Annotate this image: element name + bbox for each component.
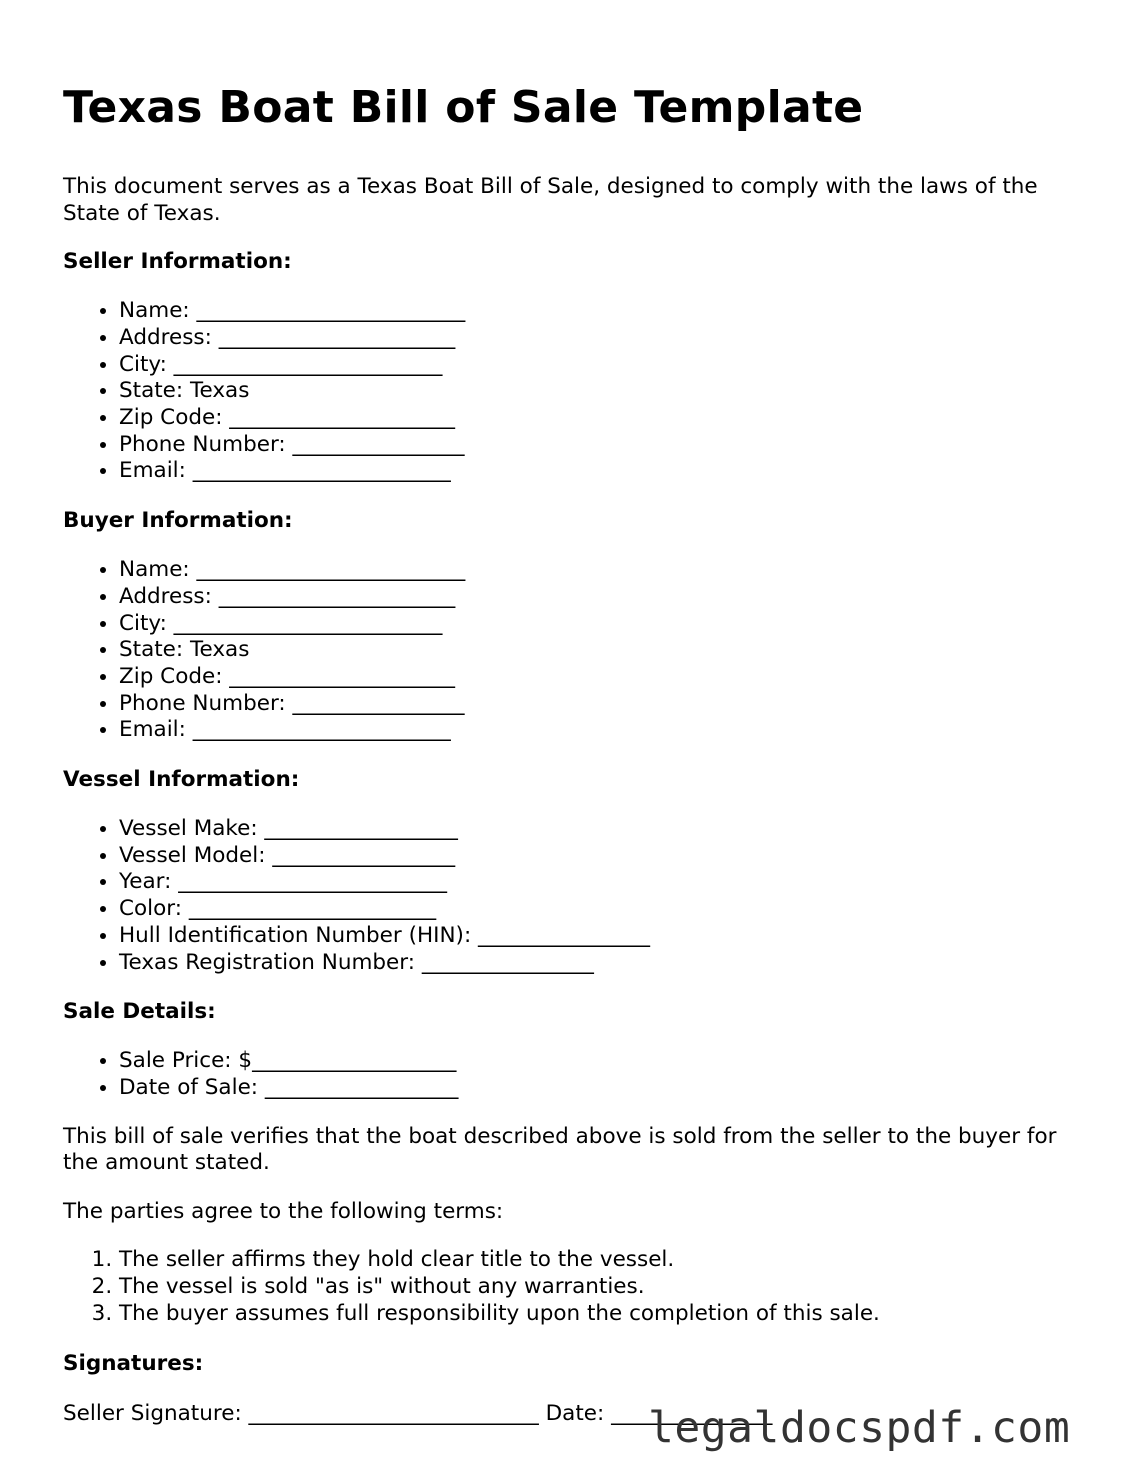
vessel-make-field: • Vessel Make: __________________ — [119, 816, 1093, 843]
buyer-email-field: • Email: ________________________ — [119, 717, 1093, 744]
seller-address-field: • Address: ______________________ — [119, 325, 1093, 352]
buyer-address-field: • Address: ______________________ — [119, 584, 1093, 611]
buyer-list — [63, 557, 1093, 744]
seller-phone-field: • Phone Number: ________________ — [119, 432, 1093, 459]
vessel-registration-field: • Texas Registration Number: ________________ — [119, 950, 1093, 977]
signatures-heading: Signatures: — [63, 1350, 204, 1376]
buyer-phone-field: • Phone Number: ________________ — [119, 691, 1093, 718]
seller-heading: Seller Information: — [63, 249, 292, 275]
vessel-heading: Vessel Information: — [63, 767, 300, 793]
term-item: 3. The buyer assumes full responsibility upon the completion of this sale. — [119, 1301, 1093, 1328]
vessel-year-field: • Year: _________________________ — [119, 869, 1093, 896]
seller-list — [63, 298, 1093, 485]
buyer-heading: Buyer Information: — [63, 508, 293, 534]
intro-paragraph: This document serves as a Texas Boat Bill of Sale, designed to comply with the laws of the State of Texas. — [63, 174, 1038, 226]
seller-zip-field: • Zip Code: _____________________ — [119, 405, 1093, 432]
seller-state-field: • State: Texas — [119, 378, 1093, 405]
term-item: 2. The vessel is sold "as is" without any warranties. — [119, 1274, 1093, 1301]
vessel-list — [63, 816, 1093, 976]
vessel-model-field: • Vessel Model: _________________ — [119, 843, 1093, 870]
document-page — [63, 80, 1093, 1427]
buyer-city-field: • City: _________________________ — [119, 611, 1093, 638]
seller-city-field: • City: _________________________ — [119, 352, 1093, 379]
page-title: Texas Boat Bill of Sale Template — [63, 82, 864, 133]
sale-price-field: • Sale Price: $___________________ — [119, 1048, 1093, 1075]
buyer-state-field: • State: Texas — [119, 637, 1093, 664]
sale-heading: Sale Details: — [63, 999, 216, 1025]
vessel-color-field: • Color: _______________________ — [119, 896, 1093, 923]
vessel-hin-field: • Hull Identification Number (HIN): ________________ — [119, 923, 1093, 950]
seller-signature-line: Seller Signature: ___________________________ Date: _______________ — [63, 1400, 773, 1426]
sale-list — [63, 1048, 1093, 1101]
buyer-zip-field: • Zip Code: _____________________ — [119, 664, 1093, 691]
seller-name-field: • Name: _________________________ — [119, 298, 1093, 325]
verification-paragraph: This bill of sale verifies that the boat described above is sold from the seller to the buyer for the amount stated. — [63, 1123, 1057, 1176]
buyer-name-field: • Name: _________________________ — [119, 557, 1093, 584]
terms-list — [63, 1247, 1093, 1327]
seller-email-field: • Email: ________________________ — [119, 458, 1093, 485]
term-item: 1. The seller affirms they hold clear title to the vessel. — [119, 1247, 1093, 1274]
watermark-logo: legaldocspdf.com — [648, 1403, 1071, 1453]
sale-date-field: • Date of Sale: __________________ — [119, 1075, 1093, 1102]
terms-intro: The parties agree to the following terms: — [63, 1198, 504, 1224]
